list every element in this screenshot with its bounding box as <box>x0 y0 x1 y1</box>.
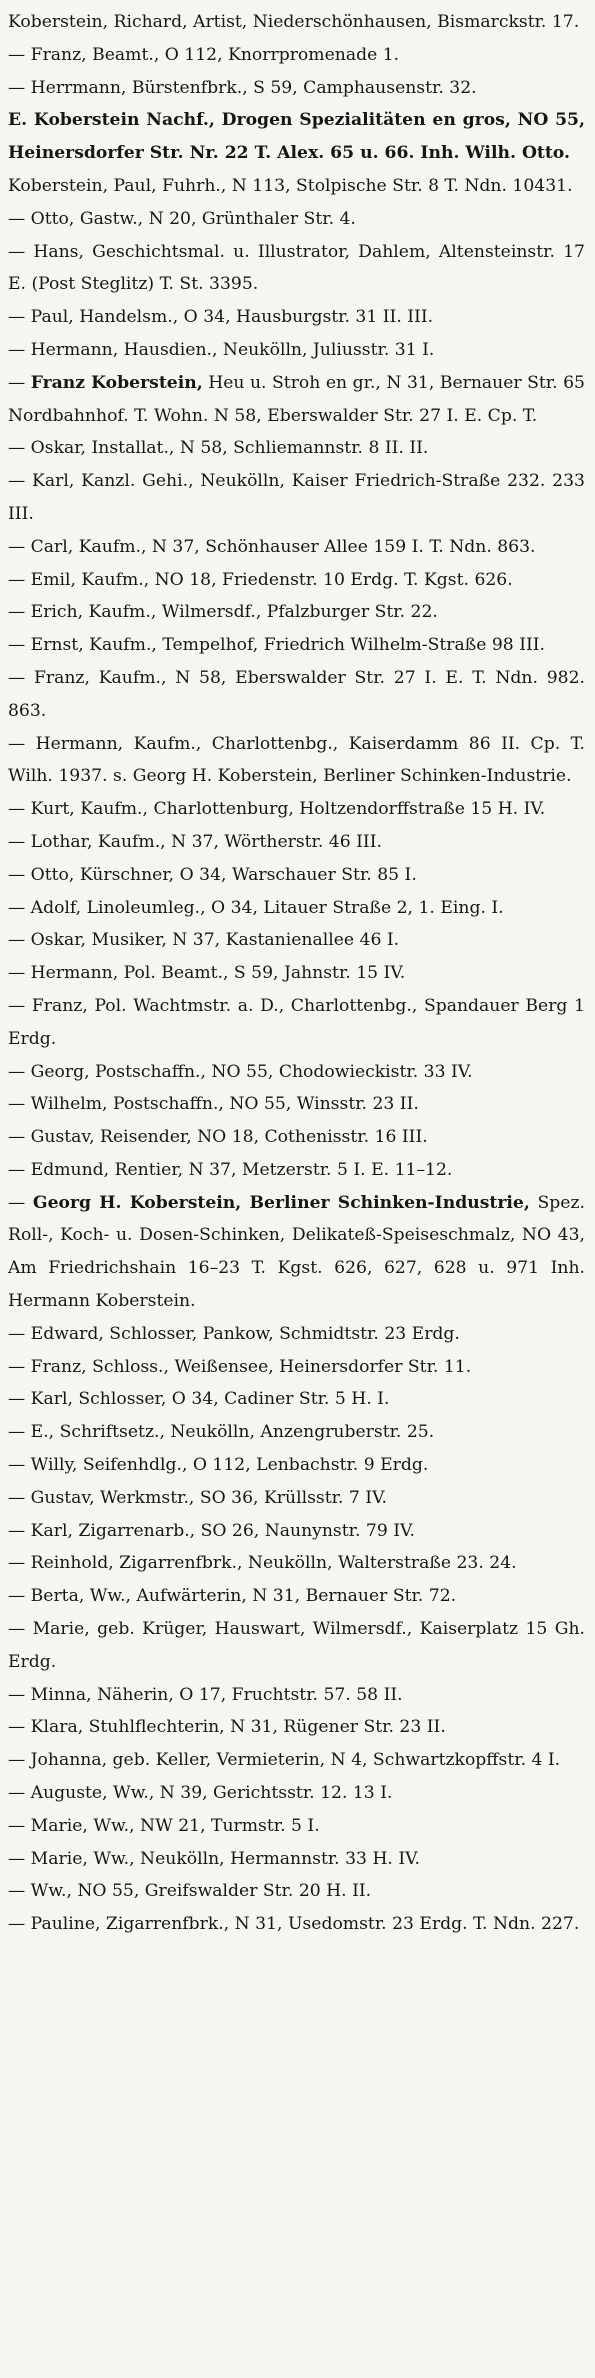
entry-text: Georg, Postschaffn., NO 55, Chodowieckistr. 33 IV. <box>30 1061 473 1082</box>
entry-text: Franz, Pol. Wachtmstr. a. D., Charlottenbg., Spandauer Berg 1 Erdg. <box>8 995 585 1049</box>
repeat-dash: — <box>8 1127 26 1148</box>
repeat-dash: — <box>8 1914 26 1935</box>
directory-entry <box>8 6 585 39</box>
repeat-dash: — <box>8 864 26 885</box>
directory-entry <box>8 1547 585 1580</box>
directory-entry <box>8 826 585 859</box>
directory-entry <box>8 1088 585 1121</box>
entry-text: Marie, Ww., Neukölln, Hermannstr. 33 H. IV. <box>30 1848 421 1869</box>
entry-text: Auguste, Ww., N 39, Gerichtsstr. 12. 13 I. <box>30 1783 393 1804</box>
entry-text: Hans, Geschichtsmal. u. Illustrator, Dahlem, Altensteinstr. 17 E. (Post Steglitz) T. St. 3395. <box>8 241 585 295</box>
entry-text: Hermann, Hausdien., Neukölln, Juliusstr. 31 I. <box>30 339 435 360</box>
entry-text: Otto, Gastw., N 20, Grünthaler Str. 4. <box>30 208 356 229</box>
repeat-dash: — <box>8 602 26 623</box>
directory-entry <box>8 170 585 203</box>
entry-text: E. Koberstein Nachf., Drogen Spezialitäten en gros, NO 55, Heinersdorfer Str. Nr. 22 T. Alex. 65 u. 66. Inh. Wilh. Otto. <box>8 110 585 164</box>
entry-text: Herrmann, Bürstenfbrk., S 59, Camphausenstr. 32. <box>30 77 477 98</box>
entry-text: Willy, Seifenhdlg., O 112, Lenbachstr. 9 Erdg. <box>30 1455 429 1476</box>
repeat-dash: — <box>8 733 26 754</box>
entry-text: Klara, Stuhlflechterin, N 31, Rügener Str. 23 II. <box>30 1717 446 1738</box>
repeat-dash: — <box>8 1815 26 1836</box>
repeat-dash: — <box>8 1455 26 1476</box>
repeat-dash: — <box>8 635 26 656</box>
entry-text: Pauline, Zigarrenfbrk., N 31, Usedomstr. 23 Erdg. T. Ndn. 227. <box>30 1914 580 1935</box>
directory-entry <box>8 596 585 629</box>
repeat-dash: — <box>8 1159 26 1180</box>
directory-entry <box>8 1187 585 1318</box>
repeat-dash: — <box>8 339 26 360</box>
repeat-dash: — <box>8 1750 26 1771</box>
directory-entry <box>8 662 585 728</box>
repeat-dash: — <box>8 536 26 557</box>
directory-entry <box>8 1154 585 1187</box>
directory-entry <box>8 1613 585 1679</box>
entry-text: Koberstein, Richard, Artist, Niederschönhausen, Bismarckstr. 17. <box>8 12 580 32</box>
entry-text: Franz Koberstein, Heu u. Stroh en gr., N 31, Bernauer Str. 65 Nordbahnhof. T. Wohn. N 58, Eberswalder Str. 27 I. E. Cp. T. <box>8 372 585 426</box>
repeat-dash: — <box>8 1586 26 1607</box>
directory-entry <box>8 465 585 531</box>
entry-text: Ww., NO 55, Greifswalder Str. 20 H. II. <box>30 1881 372 1902</box>
repeat-dash: — <box>8 44 26 65</box>
directory-entry <box>8 1121 585 1154</box>
entry-bold-name: Georg H. Koberstein, Berliner Schinken-Industrie, <box>32 1192 530 1213</box>
repeat-dash: — <box>8 963 26 984</box>
repeat-dash: — <box>8 1848 26 1869</box>
entry-text: Gustav, Reisender, NO 18, Cothenisstr. 16 III. <box>30 1127 428 1148</box>
repeat-dash: — <box>8 241 26 262</box>
directory-entry <box>8 1351 585 1384</box>
repeat-dash: — <box>8 897 26 918</box>
entry-text: Lothar, Kaufm., N 37, Wörtherstr. 46 III. <box>30 831 382 852</box>
repeat-dash: — <box>8 1356 26 1377</box>
directory-entry <box>8 334 585 367</box>
repeat-dash: — <box>8 1323 26 1344</box>
repeat-dash: — <box>8 1684 26 1705</box>
directory-entry <box>8 1679 585 1712</box>
entry-text: Franz, Schloss., Weißensee, Heinersdorfer Str. 11. <box>30 1356 472 1377</box>
entry-text: Erich, Kaufm., Wilmersdf., Pfalzburger Str. 22. <box>30 602 438 623</box>
directory-entry <box>8 203 585 236</box>
repeat-dash: — <box>8 930 26 951</box>
entry-text: Ernst, Kaufm., Tempelhof, Friedrich Wilhelm-Straße 98 III. <box>30 635 546 656</box>
entry-text: Franz, Kaufm., N 58, Eberswalder Str. 27 I. E. T. Ndn. 982. 863. <box>8 667 586 721</box>
directory-entry <box>8 72 585 105</box>
entry-text: Edward, Schlosser, Pankow, Schmidtstr. 23 Erdg. <box>30 1323 460 1344</box>
entry-text: Marie, geb. Krüger, Hauswart, Wilmersdf., Kaiserplatz 15 Gh. Erdg. <box>8 1619 586 1672</box>
directory-entry <box>8 957 585 990</box>
directory-entry <box>8 367 585 433</box>
entry-text: Hermann, Pol. Beamt., S 59, Jahnstr. 15 IV. <box>30 963 406 984</box>
repeat-dash: — <box>8 1094 26 1115</box>
directory-entry <box>8 236 585 302</box>
directory-entry <box>8 301 585 334</box>
entry-text: Oskar, Installat., N 58, Schliemannstr. 8 II. II. <box>30 438 429 459</box>
directory-entry <box>8 531 585 564</box>
entry-text: Carl, Kaufm., N 37, Schönhauser Allee 159 I. T. Ndn. 863. <box>30 536 536 557</box>
directory-entry <box>8 728 585 794</box>
entry-text: Kurt, Kaufm., Charlottenburg, Holtzendorffstraße 15 H. IV. <box>30 799 546 820</box>
entry-text: Edmund, Rentier, N 37, Metzerstr. 5 I. E. 11–12. <box>30 1159 453 1180</box>
directory-entry <box>8 432 585 465</box>
repeat-dash: — <box>8 1553 26 1574</box>
directory-entry <box>8 924 585 957</box>
repeat-dash: — <box>8 1520 26 1541</box>
entry-text: Minna, Näherin, O 17, Fruchtstr. 57. 58 II. <box>30 1684 403 1705</box>
repeat-dash: — <box>8 438 26 459</box>
repeat-dash: — <box>8 307 26 328</box>
repeat-dash: — <box>8 831 26 852</box>
repeat-dash: — <box>8 372 26 393</box>
entry-text: Georg H. Koberstein, Berliner Schinken-Industrie, Spez. Roll-, Koch- u. Dosen-Schinken, Delikateß-Speiseschmalz, NO 43, Am Friedrichshain 16–23 T. Kgst. 626, 627, 628 u. 971 Inh. Hermann Koberstein. <box>8 1192 585 1312</box>
directory-entry <box>8 1056 585 1089</box>
entry-text: E., Schriftsetz., Neukölln, Anzengruberstr. 25. <box>30 1422 435 1443</box>
directory-entry <box>8 39 585 72</box>
entry-text: Berta, Ww., Aufwärterin, N 31, Bernauer Str. 72. <box>30 1586 457 1607</box>
repeat-dash: — <box>8 799 26 820</box>
directory-entry <box>8 1875 585 1908</box>
directory-entry <box>8 104 585 170</box>
entry-text: Johanna, geb. Keller, Vermieterin, N 4, Schwartzkopffstr. 4 I. <box>30 1750 561 1771</box>
repeat-dash: — <box>8 1783 26 1804</box>
directory-entry <box>8 990 585 1056</box>
entry-text: Franz, Beamt., O 112, Knorrpromenade 1. <box>30 44 400 65</box>
directory-entry <box>8 1318 585 1351</box>
entry-text: Koberstein, Paul, Fuhrh., N 113, Stolpische Str. 8 T. Ndn. 10431. <box>8 175 573 196</box>
entry-text: Karl, Zigarrenarb., SO 26, Naunynstr. 79 IV. <box>30 1520 415 1541</box>
directory-entry <box>8 1383 585 1416</box>
entry-text: Reinhold, Zigarrenfbrk., Neukölln, Walterstraße 23. 24. <box>30 1553 517 1574</box>
directory-entry <box>8 1449 585 1482</box>
repeat-dash: — <box>8 1389 26 1410</box>
repeat-dash: — <box>8 471 26 492</box>
directory-entry <box>8 1810 585 1843</box>
directory-entry <box>8 1777 585 1810</box>
directory-entry <box>8 892 585 925</box>
repeat-dash: — <box>8 77 26 98</box>
repeat-dash: — <box>8 995 26 1016</box>
directory-entry <box>8 859 585 892</box>
repeat-dash: — <box>8 208 26 229</box>
repeat-dash: — <box>8 1881 26 1902</box>
entry-text: Gustav, Werkmstr., SO 36, Krüllsstr. 7 IV. <box>30 1487 387 1508</box>
directory-entry <box>8 629 585 662</box>
directory-entry <box>8 1843 585 1876</box>
repeat-dash: — <box>8 1422 26 1443</box>
entry-text: Oskar, Musiker, N 37, Kastanienallee 46 I. <box>30 930 400 951</box>
directory-entry <box>8 1908 585 1941</box>
entry-bold-name: Franz Koberstein, <box>30 372 203 393</box>
repeat-dash: — <box>8 569 26 590</box>
entry-text: Adolf, Linoleumleg., O 34, Litauer Straße 2, 1. Eing. I. <box>30 897 504 918</box>
entry-text: Wilhelm, Postschaffn., NO 55, Winsstr. 23 II. <box>30 1094 419 1115</box>
directory-entry <box>8 1711 585 1744</box>
directory-entry <box>8 1416 585 1449</box>
directory-entry <box>8 793 585 826</box>
directory-entry <box>8 1744 585 1777</box>
directory-entry <box>8 1580 585 1613</box>
directory-entry <box>8 1482 585 1515</box>
repeat-dash: — <box>8 667 26 688</box>
repeat-dash: — <box>8 1717 26 1738</box>
repeat-dash: — <box>8 1192 26 1213</box>
entry-text: Marie, Ww., NW 21, Turmstr. 5 I. <box>30 1815 320 1836</box>
entry-text: Karl, Kanzl. Gehi., Neukölln, Kaiser Friedrich-Straße 232. 233 III. <box>8 471 585 524</box>
entry-text: Karl, Schlosser, O 34, Cadiner Str. 5 H. I. <box>30 1389 390 1410</box>
entry-text: Hermann, Kaufm., Charlottenbg., Kaiserdamm 86 II. Cp. T. Wilh. 1937. s. Georg H. Koberstein, Berliner Schinken-Industrie. <box>8 733 585 787</box>
entry-text: Otto, Kürschner, O 34, Warschauer Str. 85 I. <box>30 864 417 885</box>
repeat-dash: — <box>8 1487 26 1508</box>
repeat-dash: — <box>8 1061 26 1082</box>
entry-text: Emil, Kaufm., NO 18, Friedenstr. 10 Erdg. T. Kgst. 626. <box>30 569 513 590</box>
repeat-dash: — <box>8 1619 26 1640</box>
directory-entry <box>8 564 585 597</box>
entry-text: Paul, Handelsm., O 34, Hausburgstr. 31 II. III. <box>30 307 434 328</box>
directory-entry <box>8 1515 585 1548</box>
